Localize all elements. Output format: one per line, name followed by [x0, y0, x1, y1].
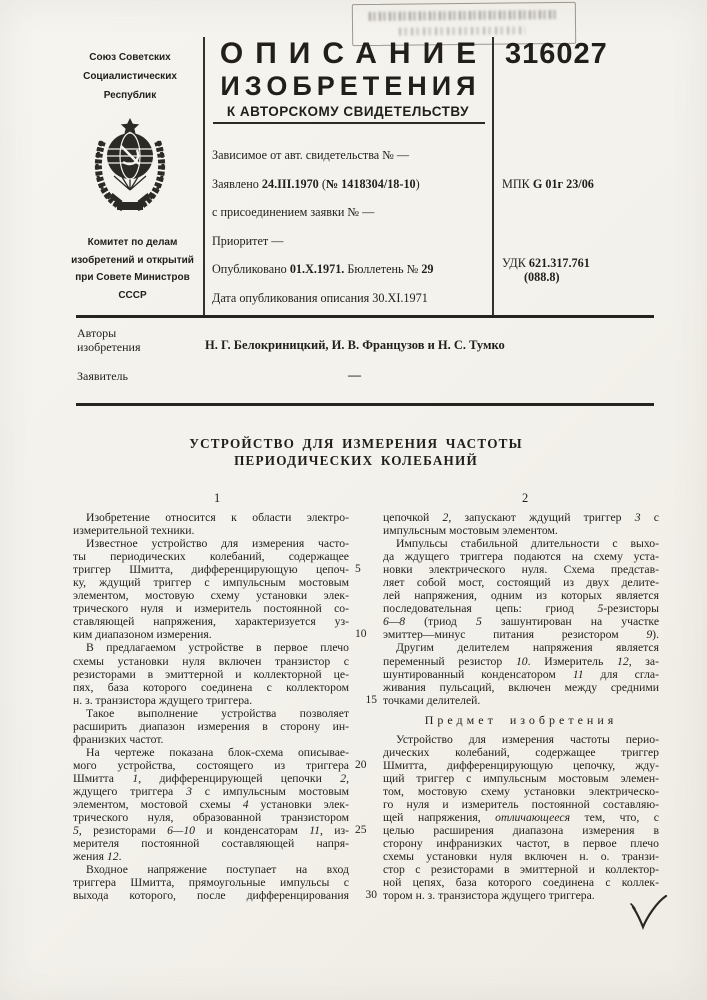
text-line: трического нуля и измеритель постоянной со- [73, 602, 349, 616]
claims-heading: Предмет изобретения [424, 712, 618, 727]
document-type-title-line1: ОПИСАНИЕ [219, 37, 489, 70]
text-line: Шмитта, дифференцирующую цепочку, жду- 20 [355, 758, 659, 772]
committee-line: Комитет по делам [87, 237, 178, 248]
authors-names: Н. Г. Белокриницкий, И. В. Французов и Н. С. Тумко [205, 338, 505, 352]
text-line: ким диапазоном измерения. [73, 628, 212, 642]
body-column-left [73, 511, 349, 902]
text-line: мого устройства, состоящего из триггера [73, 758, 349, 772]
document-number: 316027 [505, 38, 608, 70]
text-line: эмиттер—минус питания резистором 9). 10 [355, 628, 659, 642]
document-type-title-line2: ИЗОБРЕТЕНИЯ [220, 71, 481, 101]
text-line: живания пульсаций, включен между средними [383, 680, 659, 694]
text-line: триггера Шмитта, прямоугольные импульсы с [73, 876, 349, 890]
committee-name [45, 234, 220, 304]
subtitle-underline [213, 122, 485, 124]
text-line: В предлагаемом устройстве в первое плечо [86, 641, 349, 655]
bib-line-publication-date: Дата опубликования описания 30.XI.1971 [212, 290, 428, 305]
text-line: ставляющей напряжения, характеризуется уз- [73, 615, 349, 629]
line-number: 10 [355, 628, 367, 641]
text-line: Устройство для измерения частоты перио- [396, 732, 659, 746]
ussr-coat-of-arms-icon [83, 116, 177, 215]
udc-line1: УДК 621.317.761 [502, 256, 590, 270]
bibliographic-data [212, 141, 490, 313]
text-line: ждущего триггера 3 с импульсным мостовым [73, 784, 349, 798]
text-line: шунтированный конденсатором 11 для сгла- [383, 667, 659, 681]
text-line: тором н. з. транзистора ждущего триггера. 30 [383, 889, 659, 902]
body-column-right [355, 511, 660, 903]
line-number: 15 [365, 693, 377, 706]
bib-line-joined: с присоединением заявки № — [212, 205, 375, 220]
invention-title-line2: ПЕРИОДИЧЕСКИХ КОЛЕБАНИЙ [234, 452, 478, 468]
text-line: Входное напряжение поступает на вход [86, 863, 349, 877]
text-line: Такое выполнение устройства позволяет [86, 706, 349, 720]
text-line: го нуля и измеритель постоянной составляю- [383, 798, 659, 812]
authors-label-2: изобретения [77, 340, 141, 354]
text-line: импульсным мостовым элементом. [383, 524, 558, 538]
bib-line-dependent: Зависимое от авт. свидетельства № — [212, 148, 410, 162]
text-line: последовательная цепь: гриод 5-резисторы [383, 602, 659, 616]
text-line: точками делителей. 15 [383, 694, 659, 707]
text-line: резисторами в эмиттерной и коллекторной це- [73, 667, 349, 681]
text-line: схемы установки нуля включен н. о. транзи- [383, 850, 659, 864]
text-line: ку, ждущий триггер с импульсным мостовым [73, 576, 349, 590]
text-line: 5, резисторами 6—10 и конденсаторам 11, из- [73, 824, 350, 838]
text-line: измерительной техники. [73, 524, 195, 538]
text-line: На чертеже показана блок-схема описывае- [86, 745, 349, 759]
text-line: цепочкой 2, запускают ждущий триггер 3 с [383, 511, 659, 524]
applicant-value: — [348, 367, 361, 382]
union-line: Республик [103, 90, 157, 101]
text-line: Другим делителем напряжения является [396, 641, 659, 655]
text-line: мерителя постоянной составляющей напря- [73, 837, 349, 851]
text-line: переменный резистор 10. Измеритель 12, за- [383, 654, 660, 668]
udc-line2: (088.8) [524, 270, 560, 284]
header-divider-left [203, 37, 205, 316]
text-line: ты периодических колебаний, содержащее [73, 550, 349, 564]
text-line: Импульсы стабильной длительности с выхо- [396, 537, 659, 551]
handwritten-checkmark [628, 895, 670, 935]
applicant-label: Заявитель [77, 369, 128, 383]
text-line: ляет собой мост, состоящий из двух делите- [383, 576, 659, 590]
text-line: том, мостовую схему установки электрическо- [383, 784, 659, 798]
invention-title [64, 436, 648, 469]
text-line: триггер Шмитта, дифференцирующую цепоч- [73, 563, 349, 577]
text-line: щий триггер с импульсным мостовым элемен- [383, 771, 659, 785]
text-line: схемы установки нуля включен транзистор с [73, 654, 349, 668]
text-line: жения 12. [73, 850, 122, 864]
text-line: целью расширения диапазона измерения в 25 [355, 824, 659, 838]
union-line: Союз Советских [89, 52, 171, 63]
line-number: 30 [365, 889, 377, 902]
authors-strip-rule-bottom [76, 403, 654, 406]
text-line: трического нуля, образованной транзистором [73, 811, 349, 825]
text-line: щей напряжения, отличающееся тем, что, с [383, 811, 659, 825]
authors-label: Авторы [77, 326, 117, 340]
bib-line-published: Опубликовано 01.X.1971. Бюллетень № 29 [212, 262, 434, 277]
text-line: Шмитта 1, дифференцирующей цепочки 2, [73, 771, 349, 785]
text-line: ной цепях, база которого соединена с коллек- [383, 876, 659, 890]
line-number: 5 [355, 563, 361, 576]
text-line: Изобретение относится к области электро- [86, 511, 349, 524]
udc-classification [502, 256, 590, 284]
text-line: выхода которого, после дифференцирования [73, 889, 349, 903]
text-line: стор с резисторами в эмиттерной и коллектор- [383, 863, 659, 877]
text-line: Известное устройство для измерения часто- [86, 537, 349, 551]
publisher-union-name [55, 48, 205, 105]
header-divider-right [492, 37, 494, 316]
text-line: элементом, мостовой схемы 4 установки элек- [73, 798, 349, 812]
text-line: элементом, мостовую схему установки элек- [73, 589, 349, 603]
text-line: франизких частот. [73, 732, 164, 746]
authors-strip-rule-top [76, 315, 654, 318]
column-1-number: 1 [214, 491, 221, 505]
text-line: 6—8 (триод 5 зашунтирован на участке [383, 615, 660, 629]
certificate-subtitle: К АВТОРСКОМУ СВИДЕТЕЛЬСТВУ [226, 104, 470, 119]
text-line: расширить диапазон измерения в сторону ин- [73, 719, 349, 733]
bib-line-priority: Приоритет — [212, 233, 284, 248]
text-line: сторону инфранизких частот, в первое плечо [383, 837, 659, 851]
ipc-classification: МПК G 01г 23/06 [502, 177, 594, 191]
text-line: н. з. транзистора ждущего триггера. [73, 693, 253, 707]
committee-line: изобретений и открытий [71, 254, 194, 266]
invention-title-line1: УСТРОЙСТВО ДЛЯ ИЗМЕРЕНИЯ ЧАСТОТЫ [189, 436, 523, 451]
text-line: да ждущего триггера подаются на схему уста- [383, 550, 659, 564]
bib-line-filed: Заявлено 24.III.1970 (№ 1418304/18-10) [212, 176, 420, 191]
committee-line: СССР [118, 289, 147, 301]
text-line: лей напряжения, одним из которых является [383, 589, 659, 603]
column-2-number: 2 [522, 491, 529, 505]
text-line: дических колебаний, содержащее триггер [383, 745, 659, 759]
union-line: Социалистических [83, 71, 177, 82]
text-line: новки электрического нуля. Схема представ- 5 [355, 563, 659, 577]
line-number: 20 [355, 758, 367, 771]
committee-line: при Совете Министров [75, 272, 190, 284]
line-number: 25 [355, 824, 367, 837]
text-line: пях, база которого соединена с коллектором [73, 680, 349, 694]
